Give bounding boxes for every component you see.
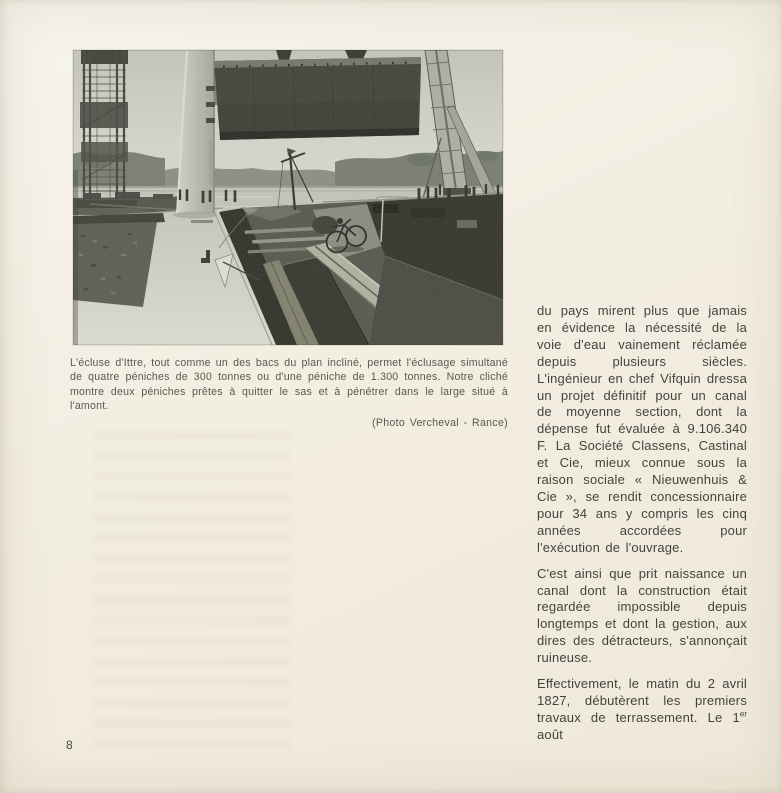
photo-credit: (Photo Vercheval - Rance) bbox=[372, 417, 508, 430]
paragraph-text: Effectivement, le matin du 2 avril 1827, débutèrent les premiers travaux de terrassement. Le 1 bbox=[537, 676, 747, 725]
article-column bbox=[537, 303, 747, 753]
superscript-er: er bbox=[739, 709, 747, 719]
photo-caption bbox=[70, 356, 508, 430]
paragraph-text: août bbox=[537, 726, 564, 742]
article-paragraph-1: du pays mirent plus que jamais en évidence la nécessité de la voie d'eau vainement réclamée depuis plusieurs siècles. L'ingénieur en chef Vifquin dressa un projet définitif pour un canal de moyenne section, dont la dépense fut évaluée à 9.106.340 F. La Société Classens, Castinal et Cie, mieux connue sous la raison sociale « Nieuwenhuis & Cie », se rendit concessionnaire pour 34 ans y compris les cinq années accordées pour l'exécution de l'ouvrage. bbox=[537, 303, 747, 555]
photo-canal-lock bbox=[73, 50, 503, 345]
page-showthrough bbox=[93, 431, 291, 747]
photo-illustration bbox=[73, 50, 503, 345]
photo-caption-text: L'écluse d'Ittre, tout comme un des bacs du plan incliné, permet l'éclusage simultané de quatre péniches de 300 tonnes ou d'une péniche de 1.300 tonnes. Notre cliché montre deux péniches prêtes à quitter le sas et à pénétrer dans le large situé à l'amont. bbox=[70, 357, 508, 412]
article-paragraph-2: C'est ainsi que prit naissance un canal dont la construction était regardée impossible depuis longtemps et dont la gestion, aux dires des détracteurs, s'annonçait ruineuse. bbox=[537, 565, 747, 666]
page-number: 8 bbox=[66, 738, 74, 752]
article-paragraph-3 bbox=[537, 676, 747, 744]
